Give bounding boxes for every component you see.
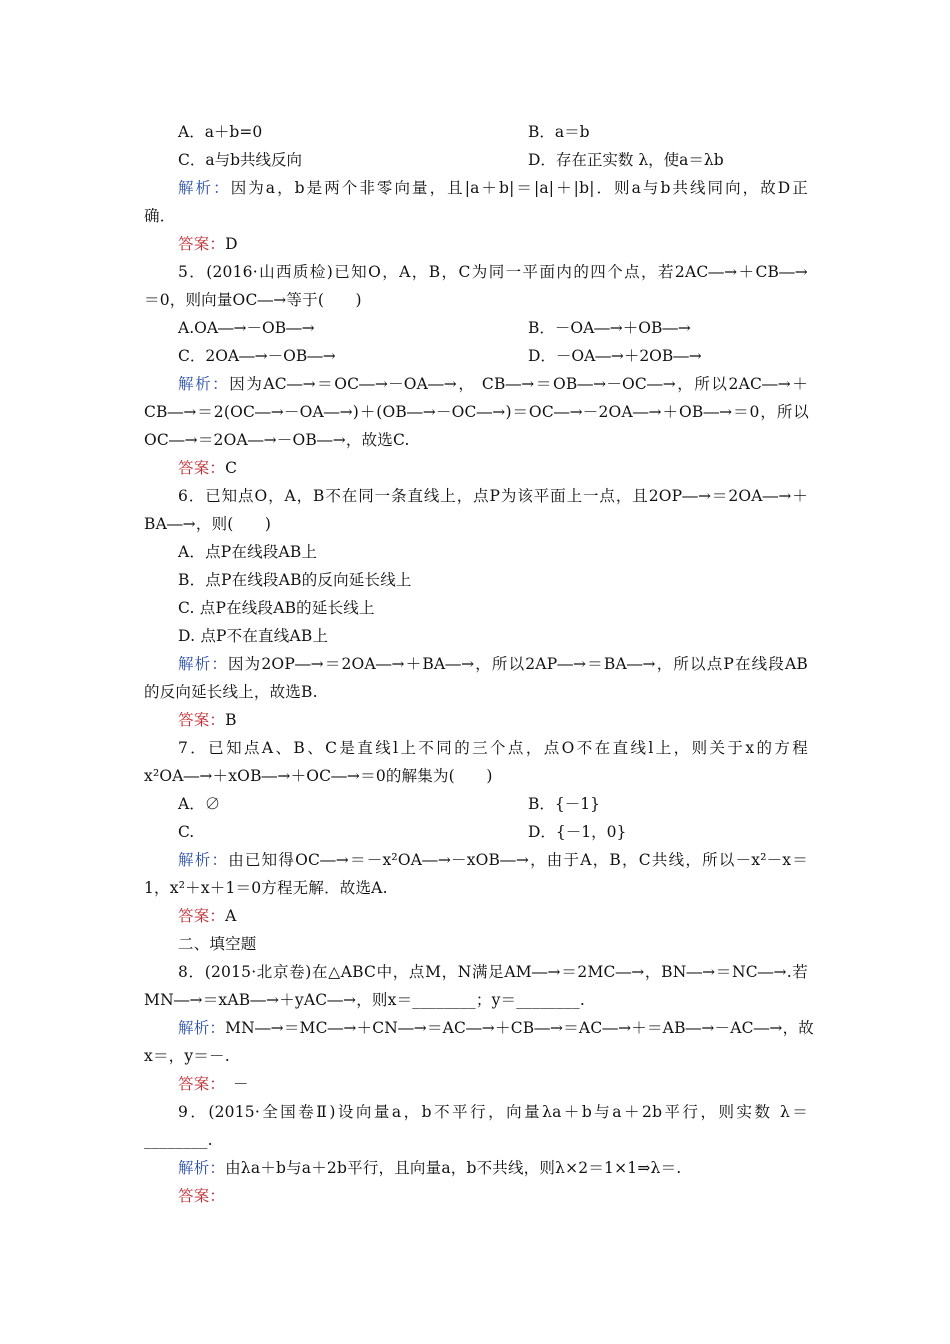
option-c: C. [178,823,195,841]
text-line: ＝0，则向量OC―→等于( ) [144,291,362,309]
option-c: C．a与b共线反向 [178,151,303,169]
analysis-line: 解析：因为AC―→＝OC―→－OA―→， CB―→＝OB―→－OC―→，所以2AC―→＋ [178,375,808,393]
answer-label: 答案： [178,459,226,477]
option-b: B．－OA―→＋OB―→ [528,319,691,337]
text-line: OC―→＝2OA―→－OB―→，故选C. [144,431,410,449]
text-line: 1，x²＋x＋1＝0方程无解．故选A. [144,879,388,897]
question-7: 7．已知点A、B、C是直线l上不同的三个点，点O不在直线l上，则关于x的方程 [178,739,808,757]
text-line: x²OA―→＋xOB―→＋OC―→＝0的解集为( ) [144,767,493,785]
question-8: 8．(2015·北京卷)在△ABC中，点M，N满足AM―→＝2MC―→，BN―→＝NC―→.若 [178,963,808,981]
analysis-line: 解析：因为2OP―→＝2OA―→＋BA―→，所以2AP―→＝BA―→，所以点P在线段AB [178,655,808,673]
option-a: A.OA―→－OB―→ [178,319,315,337]
answer-label: 答案： [178,1075,218,1093]
option-d: D. 点P不在直线AB上 [178,627,329,645]
answer-line: 答案：B [178,711,237,729]
answer-line: 答案： － [178,1075,249,1093]
text-line: CB―→＝2(OC―→－OA―→)＋(OB―→－OC―→)＝OC―→－2OA―→＋OB―→＝0，所以 [144,403,809,421]
option-d: D．存在正实数 λ，使a＝λb [528,151,724,169]
answer-label: 答案： [178,235,226,253]
question-6: 6．已知点O，A，B不在同一条直线上，点P为该平面上一点，且2OP―→＝2OA―→＋ [178,487,808,505]
text-line: MN―→＝xAB―→＋yAC―→，则x＝________；y＝________. [144,991,585,1009]
text-line: ________. [144,1131,213,1149]
option-d: D．－OA―→＋2OB―→ [528,347,702,365]
analysis-label: 解析： [178,1019,226,1037]
analysis-line: 解析：由已知得OC―→＝－x²OA―→－xOB―→，由于A，B，C共线，所以－x²－x＝ [178,851,808,869]
analysis-label: 解析： [178,179,231,197]
analysis-line: 解析：MN―→＝MC―→＋CN―→＝AC―→＋CB―→＝AC―→＋＝AB―→－AC―→，故 [178,1019,814,1037]
analysis-label: 解析： [178,1159,226,1177]
question-5: 5．(2016·山西质检)已知O，A，B，C为同一平面内的四个点，若2AC―→＋CB―→ [178,263,808,281]
option-b: B．a＝b [528,123,590,141]
answer-line: 答案：D [178,235,238,253]
option-c: C. 点P在线段AB的延长线上 [178,599,375,617]
analysis-label: 解析： [178,375,230,393]
section-heading: 二、填空题 [178,935,257,953]
analysis-label: 解析： [178,851,229,869]
question-9: 9．(2015·全国卷Ⅱ)设向量a，b不平行，向量λa＋b与a＋2b平行，则实数 λ＝ [178,1103,808,1121]
analysis-label: 解析： [178,655,229,673]
option-c: C．2OA―→－OB―→ [178,347,336,365]
text-line: 确． [144,207,176,225]
option-a: A．∅ [178,795,221,813]
text-line: 的反向延长线上，故选B. [144,683,318,701]
option-d: D．{－1，0} [528,823,627,841]
option-b: B．点P在线段AB的反向延长线上 [178,571,412,589]
text-line: x＝，y＝－. [144,1047,230,1065]
answer-line: 答案：A [178,907,237,925]
option-a: A．a＋b=0 [178,123,263,141]
option-b: B．{－1} [528,795,600,813]
answer-line: 答案：C [178,459,238,477]
text-line: BA―→，则( ) [144,515,272,533]
analysis-line: 解析：由λa＋b与a＋2b平行，且向量a，b不共线，则λ×2＝1×1⇒λ＝. [178,1159,682,1177]
answer-label: 答案： [178,907,226,925]
answer-label: 答案： [178,711,226,729]
answer-line [178,1182,808,1210]
answer-label: 答案： [178,1187,226,1205]
option-a: A．点P在线段AB上 [178,543,318,561]
analysis-line: 解析：因为a，b是两个非零向量，且|a＋b|＝|a|＋|b|．则a与b共线同向，故D正 [178,179,808,197]
